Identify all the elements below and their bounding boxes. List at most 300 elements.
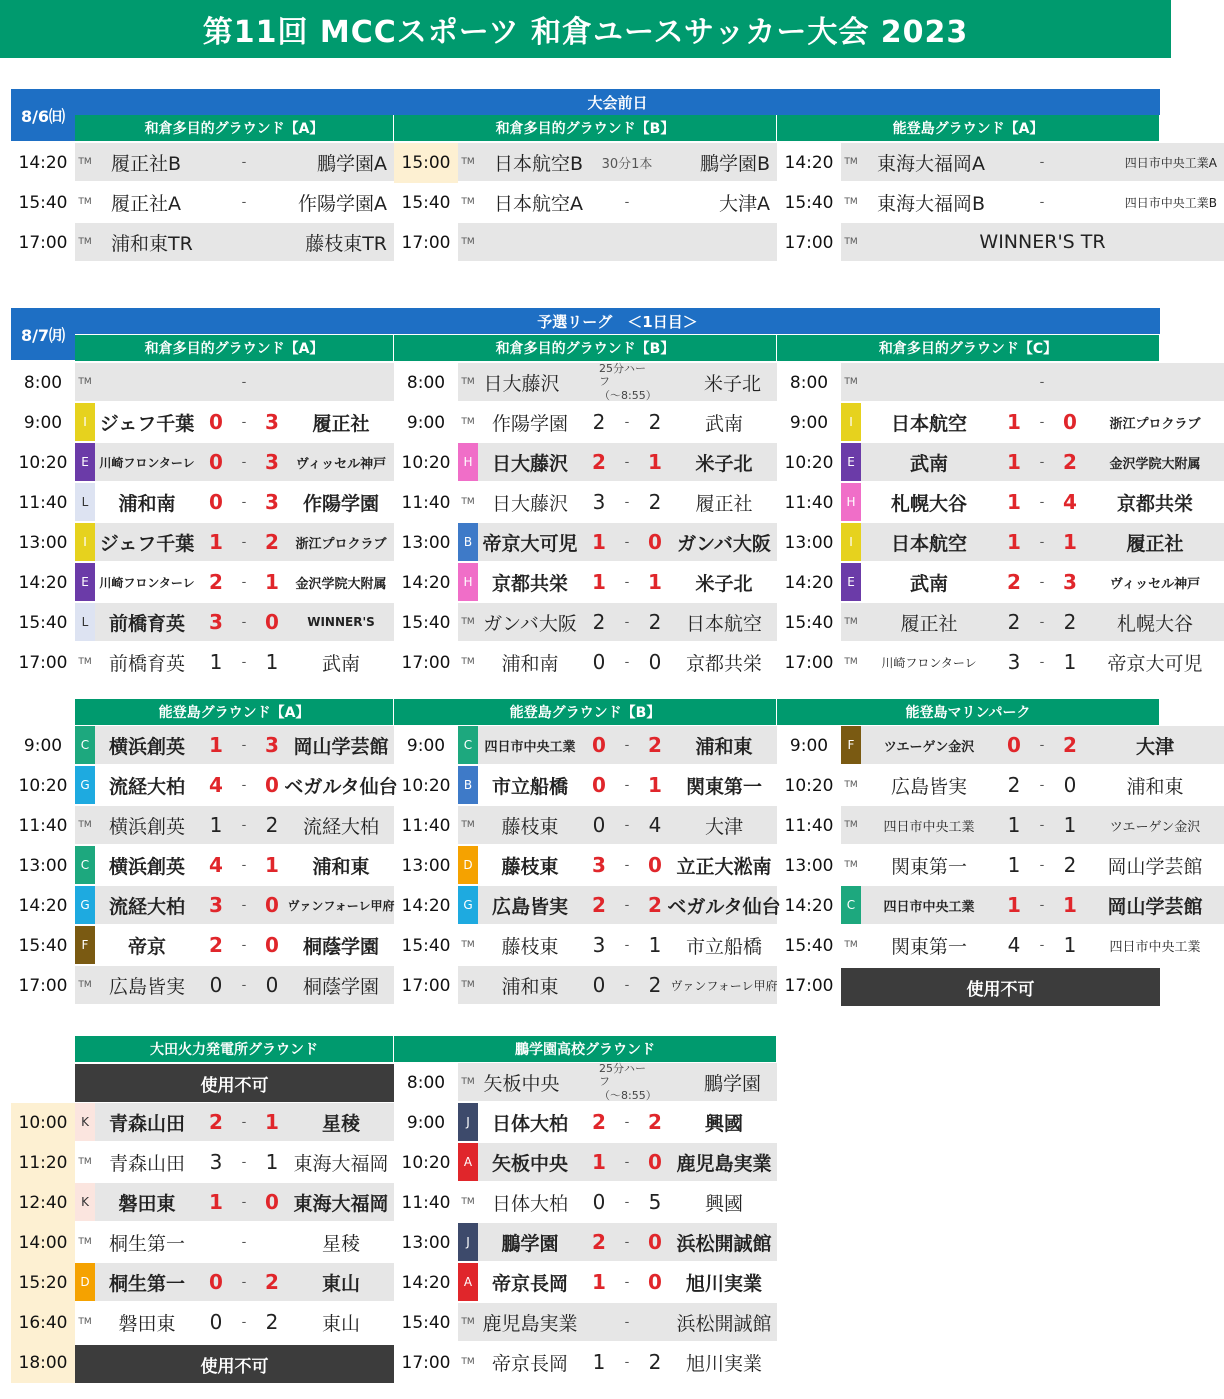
ground-header: 和倉多目的グラウンド【B】 <box>394 335 777 361</box>
match-row[interactable] <box>777 603 1224 643</box>
away-score: 0 <box>1063 773 1077 797</box>
score-dash: - <box>1039 654 1045 670</box>
format-line: （～8:55） <box>599 388 657 402</box>
match-cells <box>841 926 1224 966</box>
home-team: ツエーゲン金沢 <box>883 739 975 755</box>
home-team: ジェフ千葉 <box>99 532 195 555</box>
match-row[interactable] <box>394 363 777 403</box>
match-row[interactable] <box>11 563 394 603</box>
match-row[interactable] <box>11 726 394 766</box>
kickoff-time: 10:20 <box>784 776 834 796</box>
kickoff-time: 14:20 <box>401 896 451 916</box>
away-team: 金沢学院大附属 <box>295 576 387 592</box>
match-row[interactable] <box>11 403 394 443</box>
match-row[interactable] <box>11 846 394 886</box>
home-team: 広島皆実 <box>491 895 568 918</box>
match-row[interactable] <box>11 1263 394 1303</box>
score-dash <box>229 223 259 261</box>
match-cells <box>75 926 394 966</box>
kickoff-time: 9:00 <box>23 413 63 433</box>
kickoff-time: 10:20 <box>401 1153 451 1173</box>
home-score <box>582 1303 616 1341</box>
match-cells <box>458 363 777 403</box>
match-row[interactable] <box>11 1183 394 1223</box>
home-score: 1 <box>1007 530 1021 554</box>
kickoff-time: 14:20 <box>784 896 834 916</box>
match-row[interactable] <box>394 926 777 966</box>
match-cells <box>75 1263 394 1303</box>
away-score: 2 <box>648 893 662 917</box>
match-row[interactable] <box>394 603 777 643</box>
match-row[interactable] <box>11 766 398 806</box>
match-cells <box>458 806 777 846</box>
home-team: 鹿児島実業 <box>482 1312 578 1335</box>
match-row[interactable] <box>394 1263 777 1303</box>
kickoff-time: 11:40 <box>18 493 68 513</box>
away-score: 0 <box>648 1230 662 1254</box>
match-row[interactable] <box>394 643 777 683</box>
away-team: 四日市中央工業B <box>1124 195 1217 210</box>
group-badge: G <box>75 766 95 804</box>
match-row[interactable] <box>11 603 394 643</box>
match-row[interactable] <box>11 143 394 183</box>
match-row[interactable] <box>394 1063 777 1103</box>
kickoff-time: 14:20 <box>784 153 834 173</box>
away-team: 浦和東 <box>312 855 370 878</box>
away-team: 立正大淞南 <box>676 855 772 878</box>
away-team: 米子北 <box>695 572 753 595</box>
ground-header: 能登島マリンパーク <box>777 699 1160 725</box>
away-score: 2 <box>648 410 662 434</box>
home-score: 3 <box>592 853 606 877</box>
home-team <box>95 363 199 401</box>
match-cells <box>458 1143 777 1183</box>
match-row[interactable] <box>394 726 777 766</box>
group-badge: C <box>75 846 95 884</box>
away-team: 日本航空 <box>685 612 762 635</box>
kickoff-time: 14:00 <box>11 1223 75 1263</box>
score-dash: - <box>241 574 247 590</box>
home-team: 帝京長岡 <box>491 1352 568 1375</box>
match-cells <box>75 766 398 806</box>
match-cells <box>75 603 394 643</box>
away-team: 鵬学園A <box>317 152 387 175</box>
group-badge: H <box>458 563 478 601</box>
match-row[interactable] <box>394 1223 777 1263</box>
kickoff-time: 11:40 <box>18 816 68 836</box>
training-match-mark: TM <box>844 197 858 207</box>
away-team: 桐蔭学園 <box>302 975 379 998</box>
match-row[interactable] <box>394 223 777 263</box>
match-row[interactable] <box>11 523 394 563</box>
ground-header: 能登島グラウンド【A】 <box>777 115 1160 141</box>
match-format-note <box>599 1063 655 1101</box>
training-match-mark: TM <box>78 1237 92 1247</box>
match-cells <box>75 1303 394 1343</box>
match-cells <box>75 846 394 886</box>
score-dash: - <box>241 154 247 170</box>
home-score: 0 <box>209 450 223 474</box>
section-bar: 大会前日 <box>75 89 1160 115</box>
score-dash: - <box>1039 154 1045 170</box>
home-team: ガンバ大阪 <box>483 612 577 635</box>
away-score: 0 <box>648 1270 662 1294</box>
home-team: 関東第一 <box>890 935 967 958</box>
match-row[interactable] <box>11 966 394 1006</box>
kickoff-time: 13:00 <box>18 533 68 553</box>
match-cells <box>458 966 777 1006</box>
away-team: 帝京大可児 <box>1107 652 1203 675</box>
match-row[interactable] <box>394 183 777 223</box>
match-cells <box>458 726 777 766</box>
home-team: 浦和東 <box>501 975 559 998</box>
kickoff-time: 13:00 <box>784 856 834 876</box>
match-cells <box>458 846 777 886</box>
kickoff-time: 17:00 <box>784 233 834 253</box>
away-score: 2 <box>648 1110 662 1134</box>
score-dash: - <box>1039 737 1045 753</box>
kickoff-time: 15:40 <box>18 613 68 633</box>
home-team: 日本航空A <box>494 192 583 215</box>
home-score: 0 <box>592 773 606 797</box>
match-cells <box>75 1223 394 1263</box>
away-team: 米子北 <box>695 452 753 475</box>
away-team: ベガルタ仙台 <box>284 775 398 798</box>
score-dash: - <box>1039 614 1045 630</box>
match-row[interactable] <box>777 886 1224 926</box>
match-row[interactable] <box>11 183 394 223</box>
kickoff-time: 17:00 <box>401 976 451 996</box>
training-match-mark: TM <box>461 1357 475 1367</box>
kickoff-time: 10:20 <box>18 776 68 796</box>
training-match-mark: TM <box>461 1197 475 1207</box>
home-team: 横浜創英 <box>108 815 185 838</box>
away-score: 2 <box>648 610 662 634</box>
home-team: 東海大福岡A <box>877 152 985 175</box>
kickoff-time: 16:40 <box>11 1303 75 1343</box>
kickoff-time: 10:20 <box>401 453 451 473</box>
match-cells <box>841 443 1224 483</box>
away-score: 2 <box>648 973 662 997</box>
ground-header: 和倉多目的グラウンド【A】 <box>75 335 394 361</box>
training-match-mark: TM <box>461 237 475 247</box>
match-row[interactable] <box>394 766 777 806</box>
ground-header: 能登島グラウンド【B】 <box>394 699 777 725</box>
ground-header: 和倉多目的グラウンド【A】 <box>75 115 394 141</box>
away-score: 2 <box>265 1270 279 1294</box>
home-score: 0 <box>209 973 223 997</box>
score-dash: - <box>1039 897 1045 913</box>
score-dash: - <box>241 1194 247 1210</box>
away-team: 岡山学芸館 <box>293 735 389 758</box>
away-team: ガンバ大阪 <box>677 532 771 555</box>
score-dash: - <box>624 1314 630 1330</box>
away-team: 東海大福岡 <box>293 1152 389 1175</box>
match-row[interactable] <box>11 1223 394 1263</box>
match-row[interactable] <box>394 846 777 886</box>
score-dash: - <box>241 614 247 630</box>
match-row[interactable] <box>394 1183 777 1223</box>
match-row[interactable] <box>394 886 781 926</box>
kickoff-time: 14:20 <box>401 573 451 593</box>
home-score: 1 <box>209 530 223 554</box>
home-score <box>565 1063 599 1101</box>
match-row[interactable] <box>777 846 1224 886</box>
home-score: 2 <box>592 410 606 434</box>
ground-header: 鵬学園高校グラウンド <box>394 1036 777 1062</box>
match-row[interactable] <box>777 766 1224 806</box>
match-cells <box>841 183 1224 223</box>
away-team: WINNER'S <box>307 615 375 629</box>
group-badge: J <box>458 1223 478 1261</box>
score-dash: - <box>1039 374 1045 390</box>
home-team: 帝京 <box>127 935 166 958</box>
score-dash: - <box>241 777 247 793</box>
match-label: WINNER'S TR <box>979 231 1106 253</box>
kickoff-time: 15:40 <box>401 613 451 633</box>
match-cells <box>458 1183 777 1223</box>
match-cells <box>75 643 394 683</box>
home-team: 川崎フロンターレ <box>99 455 195 470</box>
match-row[interactable] <box>777 523 1224 563</box>
away-score <box>655 1063 689 1101</box>
away-score: 1 <box>265 570 279 594</box>
away-team: 鹿児島実業 <box>676 1152 772 1175</box>
score-dash: - <box>624 534 630 550</box>
match-cells <box>458 143 777 183</box>
score-dash: - <box>624 1354 630 1370</box>
score-dash: - <box>241 937 247 953</box>
match-row[interactable] <box>11 643 394 683</box>
away-score <box>638 1303 672 1341</box>
home-score: 0 <box>1007 733 1021 757</box>
home-team: 流経大柏 <box>108 895 185 918</box>
match-row[interactable] <box>777 483 1224 523</box>
match-row[interactable] <box>777 143 1224 183</box>
home-team: 横浜創英 <box>108 855 185 878</box>
home-score: 0 <box>592 1190 606 1214</box>
match-row[interactable] <box>394 563 777 603</box>
match-row[interactable] <box>394 523 777 563</box>
away-score: 2 <box>1063 450 1077 474</box>
away-team: 浦和東 <box>695 735 753 758</box>
match-cells <box>458 1103 777 1143</box>
score-dash: - <box>624 614 630 630</box>
group-badge: A <box>458 1263 478 1301</box>
match-cells <box>841 643 1224 683</box>
kickoff-time: 17:00 <box>784 653 834 673</box>
group-badge: L <box>75 603 95 641</box>
score-dash: - <box>241 737 247 753</box>
match-cells <box>458 886 781 926</box>
match-row[interactable] <box>777 403 1224 443</box>
home-team: 矢板中央 <box>483 1072 560 1095</box>
match-row[interactable] <box>777 926 1224 966</box>
away-team: 大津 <box>1135 735 1174 758</box>
home-score: 3 <box>209 1150 223 1174</box>
home-score: 2 <box>592 610 606 634</box>
match-row[interactable] <box>394 1103 777 1143</box>
kickoff-time: 17:00 <box>401 1353 451 1373</box>
training-match-mark: TM <box>844 860 858 870</box>
match-cells <box>458 403 777 443</box>
training-match-mark: TM <box>844 820 858 830</box>
format-line: 25分ハーフ <box>599 1062 646 1089</box>
kickoff-time: 15:40 <box>784 936 834 956</box>
match-cells <box>458 1223 777 1263</box>
match-row[interactable] <box>394 1343 777 1383</box>
match-row[interactable] <box>394 443 777 483</box>
match-row[interactable] <box>11 1303 394 1343</box>
date-label: 8/7㈪ <box>11 308 75 360</box>
home-score: 3 <box>209 893 223 917</box>
training-match-mark: TM <box>844 780 858 790</box>
away-score: 0 <box>265 933 279 957</box>
home-team: 東海大福岡B <box>877 192 986 215</box>
score-dash: - <box>624 937 630 953</box>
home-team: 青森山田 <box>108 1152 185 1175</box>
kickoff-time: 14:20 <box>18 573 68 593</box>
away-team: 東山 <box>321 1312 360 1335</box>
score-dash: - <box>1039 534 1045 550</box>
match-row[interactable] <box>777 643 1224 683</box>
away-team: 履正社 <box>695 492 753 515</box>
kickoff-time: 9:00 <box>406 413 446 433</box>
away-score: 1 <box>1063 893 1077 917</box>
match-row[interactable] <box>777 223 1224 263</box>
match-row[interactable] <box>394 143 777 183</box>
home-team: 四日市中央工業 <box>883 819 975 835</box>
away-score: 2 <box>1063 610 1077 634</box>
match-cells <box>841 846 1224 886</box>
group-badge: F <box>841 726 861 764</box>
group-badge: K <box>75 1183 95 1221</box>
home-score: 4 <box>209 773 223 797</box>
away-team: 武南 <box>704 412 743 435</box>
home-team: 帝京大可児 <box>482 532 578 555</box>
away-team: 四日市中央工業 <box>1109 939 1201 955</box>
match-row[interactable] <box>777 443 1224 483</box>
match-row[interactable] <box>11 223 394 263</box>
match-row[interactable] <box>394 966 777 1006</box>
away-team: 岡山学芸館 <box>1107 855 1203 878</box>
away-team: 大津A <box>719 192 770 215</box>
kickoff-time: 15:00 <box>394 143 458 183</box>
away-score: 2 <box>265 530 279 554</box>
away-score: 2 <box>265 813 279 837</box>
match-row[interactable] <box>11 483 394 523</box>
match-row[interactable] <box>11 886 394 926</box>
training-match-mark: TM <box>461 617 475 627</box>
score-dash: - <box>624 857 630 873</box>
home-team: 関東第一 <box>890 855 967 878</box>
away-score: 3 <box>1063 570 1077 594</box>
home-score: 2 <box>1007 773 1021 797</box>
match-row[interactable] <box>394 806 777 846</box>
kickoff-time: 14:20 <box>401 1273 451 1293</box>
away-score: 2 <box>1063 733 1077 757</box>
kickoff-time: 8:00 <box>23 373 63 393</box>
match-row[interactable] <box>11 1103 394 1143</box>
match-cells <box>458 183 777 223</box>
match-row[interactable] <box>777 726 1224 766</box>
match-row[interactable] <box>394 1303 777 1343</box>
match-row[interactable] <box>11 1143 394 1183</box>
home-score: 0 <box>209 1270 223 1294</box>
match-row[interactable] <box>11 926 394 966</box>
training-match-mark: TM <box>78 377 92 387</box>
match-row[interactable] <box>394 483 777 523</box>
away-score: 3 <box>265 733 279 757</box>
kickoff-time: 15:40 <box>401 1313 451 1333</box>
kickoff-time: 10:00 <box>11 1103 75 1143</box>
match-row[interactable] <box>777 806 1224 846</box>
away-team: 米子北 <box>703 372 761 395</box>
score-dash: - <box>241 654 247 670</box>
away-score: 3 <box>265 410 279 434</box>
training-match-mark: TM <box>78 237 92 247</box>
away-score: 4 <box>1063 490 1077 514</box>
home-score: 1 <box>592 1150 606 1174</box>
home-score: 4 <box>1007 933 1021 957</box>
match-cells <box>75 143 394 183</box>
match-row[interactable] <box>11 443 394 483</box>
match-row[interactable] <box>777 183 1224 223</box>
home-score: 1 <box>209 813 223 837</box>
home-score: 3 <box>592 933 606 957</box>
away-score: 1 <box>265 853 279 877</box>
score-dash: - <box>241 414 247 430</box>
home-score: 1 <box>1007 853 1021 877</box>
match-row[interactable] <box>11 363 394 403</box>
match-row[interactable] <box>777 563 1224 603</box>
match-row[interactable] <box>394 403 777 443</box>
away-team: ヴァンフォーレ甲府 <box>670 978 778 993</box>
group-badge: E <box>841 443 861 481</box>
match-row[interactable] <box>11 806 394 846</box>
score-dash: - <box>241 374 247 390</box>
group-badge: J <box>458 1103 478 1141</box>
away-team: 浦和東 <box>1126 775 1184 798</box>
score-dash: - <box>624 897 630 913</box>
home-team: 桐生第一 <box>108 1272 185 1295</box>
away-team: 浜松開誠館 <box>676 1232 772 1255</box>
away-team: 流経大柏 <box>302 815 379 838</box>
home-score: 1 <box>1007 490 1021 514</box>
kickoff-time: 11:40 <box>784 493 834 513</box>
away-team: 星稜 <box>321 1232 360 1255</box>
away-team: ベガルタ仙台 <box>667 895 781 918</box>
score-dash: - <box>1039 494 1045 510</box>
kickoff-time: 13:00 <box>401 1233 451 1253</box>
training-match-mark: TM <box>461 980 475 990</box>
away-score: 0 <box>1063 410 1077 434</box>
home-score: 1 <box>209 1190 223 1214</box>
home-team: 市立船橋 <box>491 775 568 798</box>
match-cells <box>841 143 1224 183</box>
date-label: 8/6㈰ <box>11 89 75 141</box>
score-dash: - <box>1039 817 1045 833</box>
kickoff-time: 14:20 <box>18 896 68 916</box>
match-cells <box>75 726 394 766</box>
match-row[interactable] <box>777 363 1224 403</box>
away-team: 武南 <box>321 652 360 675</box>
score-dash: - <box>241 857 247 873</box>
training-match-mark: TM <box>78 1157 92 1167</box>
home-team: 浦和東TR <box>111 232 193 255</box>
match-row[interactable] <box>394 1143 777 1183</box>
kickoff-time: 15:40 <box>784 613 834 633</box>
